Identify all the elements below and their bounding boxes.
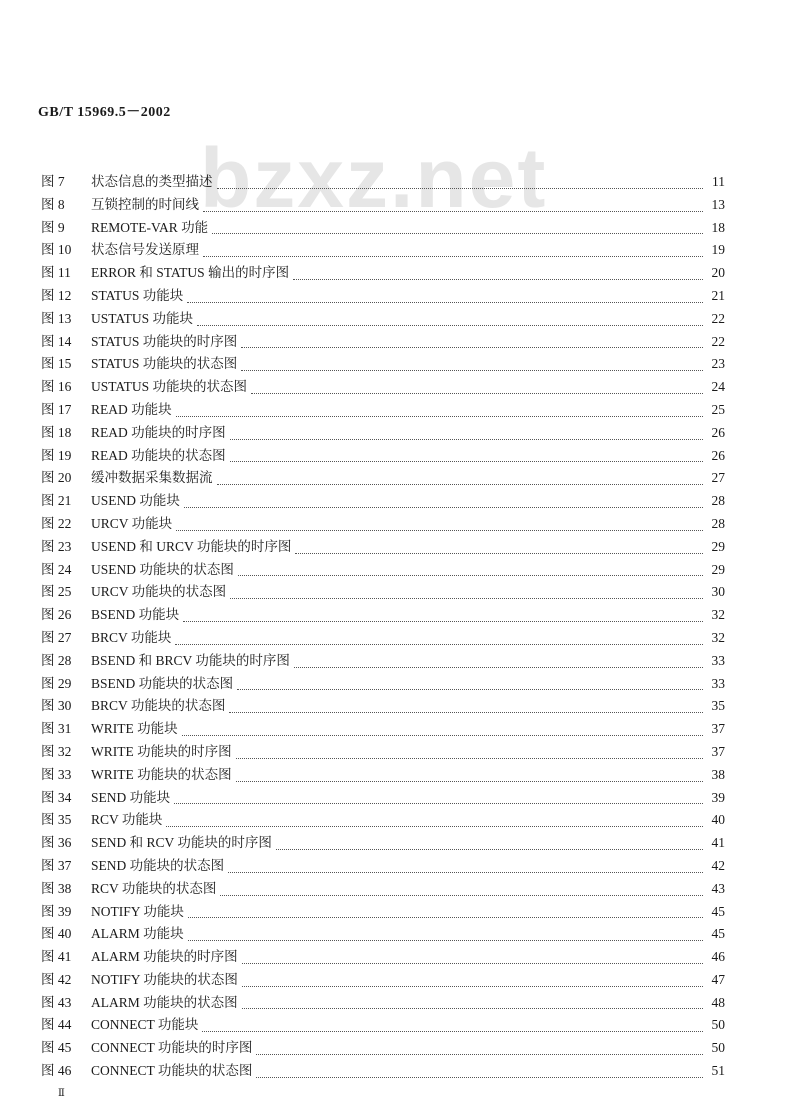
figure-number: 图 17 xyxy=(41,401,72,417)
figure-title: WRITE 功能块 xyxy=(91,721,178,737)
page-number: 45 xyxy=(711,903,725,919)
toc-entry xyxy=(41,808,725,831)
figure-number: 图 36 xyxy=(41,835,72,851)
figure-title: READ 功能块的时序图 xyxy=(91,424,226,440)
page-number: 32 xyxy=(711,629,725,645)
toc-entry xyxy=(41,444,725,467)
dot-leader xyxy=(230,598,703,599)
toc-entry xyxy=(41,238,725,261)
toc-entry xyxy=(41,831,725,854)
page-number: 11 xyxy=(712,174,725,189)
figure-title: BSEND 功能块的状态图 xyxy=(91,675,234,691)
figure-number: 图 11 xyxy=(41,265,71,281)
dot-leader xyxy=(197,325,703,326)
dot-leader xyxy=(236,758,703,759)
toc-entry xyxy=(41,740,725,763)
page-number: 22 xyxy=(711,310,725,326)
toc-entry xyxy=(41,170,725,193)
figure-title: URCV 功能块的状态图 xyxy=(91,584,227,600)
page-number: 37 xyxy=(711,721,725,737)
toc-entry xyxy=(41,535,725,558)
figure-title: USEND 功能块的状态图 xyxy=(91,561,234,577)
page-number: 24 xyxy=(711,379,725,395)
dot-leader xyxy=(276,849,703,850)
dot-leader xyxy=(241,370,703,371)
figure-title: BSEND 功能块 xyxy=(91,607,180,623)
toc-entry xyxy=(41,352,725,375)
figure-number: 图 15 xyxy=(41,356,72,372)
figure-title: ALARM 功能块 xyxy=(91,926,184,942)
page-number: 28 xyxy=(711,515,725,531)
page-number: 18 xyxy=(711,219,725,235)
figure-number: 图 20 xyxy=(41,470,72,486)
toc-entry xyxy=(41,649,725,672)
figure-title: RCV 功能块的状态图 xyxy=(91,880,217,896)
figure-title: ALARM 功能块的时序图 xyxy=(91,949,238,965)
figure-title: WRITE 功能块的状态图 xyxy=(91,766,232,782)
figure-number: 图 32 xyxy=(41,743,72,759)
figure-number: 图 46 xyxy=(41,1063,72,1079)
toc-entry xyxy=(41,603,725,626)
figure-title: USTATUS 功能块 xyxy=(91,310,194,326)
figure-title: STATUS 功能块的状态图 xyxy=(91,356,238,372)
dot-leader xyxy=(203,211,703,212)
figure-number: 图 22 xyxy=(41,515,72,531)
page-number: 13 xyxy=(711,196,725,212)
figure-number: 图 44 xyxy=(41,1017,72,1033)
figure-number: 图 43 xyxy=(41,994,72,1010)
dot-leader xyxy=(220,895,703,896)
page-number: 25 xyxy=(711,401,725,417)
dot-leader xyxy=(230,461,703,462)
dot-leader xyxy=(217,484,704,485)
watermark: bzxz.net xyxy=(200,131,548,225)
page-number: 40 xyxy=(711,812,725,828)
toc-entry xyxy=(41,968,725,991)
dot-leader xyxy=(212,233,703,234)
page-number: 27 xyxy=(711,470,725,486)
dot-leader xyxy=(242,986,703,987)
figure-number: 图 37 xyxy=(41,857,72,873)
dot-leader xyxy=(187,302,703,303)
dot-leader xyxy=(229,712,703,713)
toc-entry xyxy=(41,512,725,535)
page-number: 41 xyxy=(711,835,725,851)
figure-number: 图 14 xyxy=(41,333,72,349)
dot-leader xyxy=(228,872,703,873)
dot-leader xyxy=(238,575,703,576)
page-number: 33 xyxy=(711,675,725,691)
figure-number: 图 19 xyxy=(41,447,72,463)
figure-title: SEND 功能块 xyxy=(91,789,171,805)
toc-entry xyxy=(41,991,725,1014)
toc-entry xyxy=(41,786,725,809)
dot-leader xyxy=(183,621,703,622)
toc-entry xyxy=(41,717,725,740)
figure-title: READ 功能块 xyxy=(91,401,172,417)
figure-number: 图 38 xyxy=(41,880,72,896)
figure-number: 图 34 xyxy=(41,789,72,805)
toc-entry xyxy=(41,626,725,649)
figure-number: 图 12 xyxy=(41,287,72,303)
dot-leader xyxy=(230,439,703,440)
dot-leader xyxy=(256,1054,703,1055)
dot-leader xyxy=(184,507,703,508)
page-number: 32 xyxy=(711,607,725,623)
figure-number: 图 29 xyxy=(41,675,72,691)
dot-leader xyxy=(242,1008,703,1009)
dot-leader xyxy=(188,917,703,918)
dot-leader xyxy=(293,279,703,280)
page-number-footer: Ⅱ xyxy=(58,1088,65,1099)
figure-title: NOTIFY 功能块的状态图 xyxy=(91,971,238,987)
dot-leader xyxy=(237,689,703,690)
dot-leader xyxy=(175,644,703,645)
page-number: 30 xyxy=(711,584,725,600)
page-number: 28 xyxy=(711,493,725,509)
dot-leader xyxy=(242,963,703,964)
figure-title: CONNECT 功能块的时序图 xyxy=(91,1040,253,1056)
toc-entry xyxy=(41,900,725,923)
figure-number: 图 42 xyxy=(41,971,72,987)
figure-number: 图 18 xyxy=(41,424,72,440)
toc-entry xyxy=(41,945,725,968)
toc-entry xyxy=(41,877,725,900)
figure-number: 图 28 xyxy=(41,652,72,668)
figure-number: 图 25 xyxy=(41,584,72,600)
figure-title: REMOTE-VAR 功能 xyxy=(91,219,209,235)
page-number: 29 xyxy=(711,538,725,554)
dot-leader xyxy=(202,1031,703,1032)
page-number: 29 xyxy=(711,561,725,577)
figure-title: STATUS 功能块 xyxy=(91,287,184,303)
figure-number: 图 30 xyxy=(41,698,72,714)
toc-entry xyxy=(41,375,725,398)
toc-entry xyxy=(41,1013,725,1036)
page-number: 26 xyxy=(711,447,725,463)
page-number: 19 xyxy=(711,242,725,258)
list-of-figures xyxy=(41,170,725,1082)
page-number: 38 xyxy=(711,766,725,782)
figure-number: 图 24 xyxy=(41,561,72,577)
figure-title: WRITE 功能块的时序图 xyxy=(91,743,232,759)
toc-entry xyxy=(41,307,725,330)
dot-leader xyxy=(295,553,703,554)
figure-title: SEND 和 RCV 功能块的时序图 xyxy=(91,835,272,851)
figure-title: 互锁控制的时间线 xyxy=(91,196,199,212)
page-number: 51 xyxy=(711,1063,725,1079)
dot-leader xyxy=(176,530,703,531)
figure-number: 图 33 xyxy=(41,766,72,782)
page-number: 45 xyxy=(711,926,725,942)
toc-entry xyxy=(41,1036,725,1059)
figure-title: SEND 功能块的状态图 xyxy=(91,857,225,873)
figure-number: 图 9 xyxy=(41,219,65,235)
page-number: 50 xyxy=(711,1017,725,1033)
page-number: 22 xyxy=(711,333,725,349)
figure-title: ALARM 功能块的状态图 xyxy=(91,994,238,1010)
figure-number: 图 23 xyxy=(41,538,72,554)
page-number: 26 xyxy=(711,424,725,440)
figure-title: RCV 功能块 xyxy=(91,812,163,828)
figure-number: 图 10 xyxy=(41,242,72,258)
dot-leader xyxy=(294,667,703,668)
figure-title: BSEND 和 BRCV 功能块的时序图 xyxy=(91,652,290,668)
figure-number: 图 13 xyxy=(41,310,72,326)
figure-title: 状态信号发送原理 xyxy=(91,242,199,258)
figure-title: USTATUS 功能块的状态图 xyxy=(91,379,248,395)
page-number: 21 xyxy=(711,287,725,303)
toc-entry xyxy=(41,854,725,877)
page-number: 47 xyxy=(711,971,725,987)
toc-entry xyxy=(41,216,725,239)
toc-entry xyxy=(41,922,725,945)
toc-entry xyxy=(41,193,725,216)
page-number: 48 xyxy=(711,994,725,1010)
dot-leader xyxy=(174,803,703,804)
toc-entry xyxy=(41,284,725,307)
figure-number: 图 21 xyxy=(41,493,72,509)
dot-leader xyxy=(176,416,703,417)
figure-number: 图 16 xyxy=(41,379,72,395)
figure-number: 图 40 xyxy=(41,926,72,942)
page-number: 39 xyxy=(711,789,725,805)
page-number: 33 xyxy=(711,652,725,668)
figure-number: 图 8 xyxy=(41,196,65,212)
dot-leader xyxy=(203,256,703,257)
dot-leader xyxy=(182,735,703,736)
page-number: 35 xyxy=(711,698,725,714)
figure-number: 图 35 xyxy=(41,812,72,828)
toc-entry xyxy=(41,421,725,444)
figure-title: CONNECT 功能块的状态图 xyxy=(91,1063,253,1079)
figure-title: URCV 功能块 xyxy=(91,515,173,531)
figure-title: BRCV 功能块 xyxy=(91,629,172,645)
dot-leader xyxy=(236,781,703,782)
page-number: 42 xyxy=(711,857,725,873)
figure-title: STATUS 功能块的时序图 xyxy=(91,333,238,349)
figure-number: 图 45 xyxy=(41,1040,72,1056)
toc-entry xyxy=(41,580,725,603)
toc-entry xyxy=(41,558,725,581)
page-number: 20 xyxy=(711,265,725,281)
dot-leader xyxy=(217,188,704,189)
dot-leader xyxy=(188,940,703,941)
page-number: 37 xyxy=(711,743,725,759)
figure-number: 图 27 xyxy=(41,629,72,645)
toc-entry xyxy=(41,672,725,695)
figure-title: READ 功能块的状态图 xyxy=(91,447,226,463)
toc-entry xyxy=(41,1059,725,1082)
figure-title: 缓冲数据采集数据流 xyxy=(91,470,213,486)
toc-entry xyxy=(41,261,725,284)
toc-entry xyxy=(41,763,725,786)
figure-title: ERROR 和 STATUS 输出的时序图 xyxy=(91,265,290,281)
figure-title: NOTIFY 功能块 xyxy=(91,903,184,919)
figure-number: 图 39 xyxy=(41,903,72,919)
page-number: 23 xyxy=(711,356,725,372)
figure-title: USEND 和 URCV 功能块的时序图 xyxy=(91,538,292,554)
figure-number: 图 31 xyxy=(41,721,72,737)
figure-number: 图 7 xyxy=(41,174,65,189)
dot-leader xyxy=(256,1077,703,1078)
figure-title: 状态信息的类型描述 xyxy=(91,174,213,189)
figure-title: CONNECT 功能块 xyxy=(91,1017,199,1033)
toc-entry xyxy=(41,330,725,353)
page-number: 50 xyxy=(711,1040,725,1056)
figure-number: 图 26 xyxy=(41,607,72,623)
dot-leader xyxy=(251,393,703,394)
figure-title: USEND 功能块 xyxy=(91,493,180,509)
toc-entry xyxy=(41,694,725,717)
toc-entry xyxy=(41,398,725,421)
standard-number-header: GB/T 15969.5－2002 xyxy=(38,105,171,120)
dot-leader xyxy=(241,347,703,348)
page-number: 46 xyxy=(711,949,725,965)
page-number: 43 xyxy=(711,880,725,896)
dot-leader xyxy=(166,826,703,827)
figure-title: BRCV 功能块的状态图 xyxy=(91,698,226,714)
toc-entry xyxy=(41,489,725,512)
figure-number: 图 41 xyxy=(41,949,72,965)
toc-entry xyxy=(41,466,725,489)
